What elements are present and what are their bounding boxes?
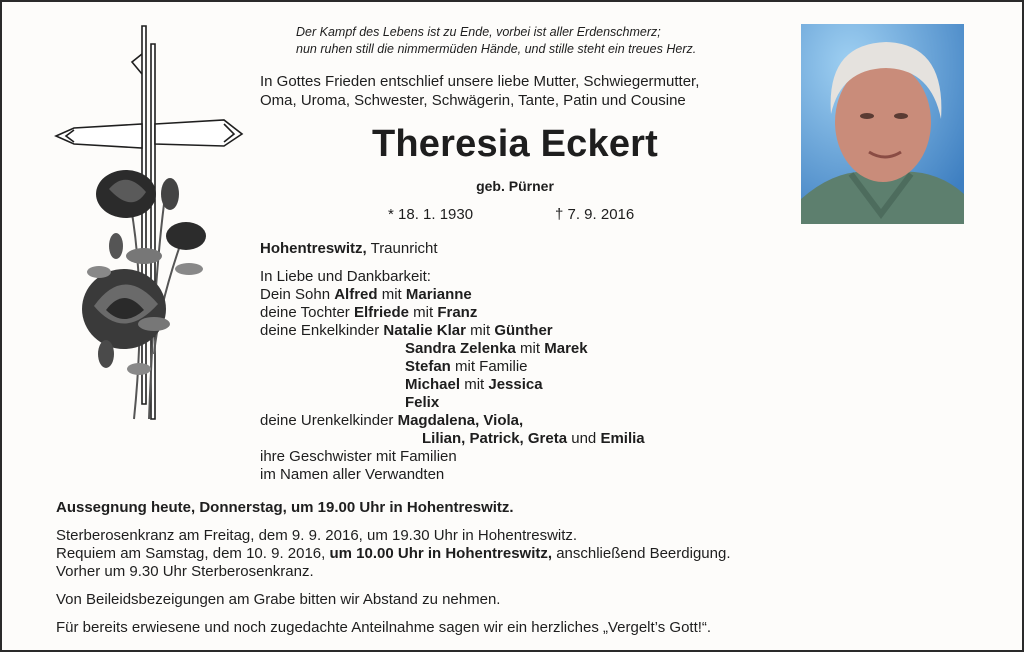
rosary-notice: Sterberosenkranz am Freitag, dem 9. 9. 2016, um 19.30 Uhr in Hohentreswitz. (56, 527, 578, 544)
family-great-grandchildren-1: deine Urenkelkinder Magdalena, Viola, (260, 412, 524, 429)
quote-line-2: nun ruhen still die nimmermüden Hände, und stille steht ein treues Herz. (296, 42, 697, 56)
family-relatives: im Namen aller Verwandten (260, 466, 445, 483)
requiem-notice: Requiem am Samstag, dem 10. 9. 2016, um 10.00 Uhr in Hohentreswitz, anschließend Beerdigung. (56, 545, 731, 562)
family-grandchild-2: Sandra Zelenka mit Marek (405, 340, 588, 357)
family-grandchild-3: Stefan mit Familie (405, 358, 528, 375)
cross-icon (56, 26, 242, 419)
condolences-notice: Von Beileidsbezeigungen am Grabe bitten wir Abstand zu nehmen. (56, 591, 501, 608)
family-grandchild-4: Michael mit Jessica (405, 376, 543, 393)
deceased-name: Theresia Eckert (371, 123, 659, 165)
residence-town: Hohentreswitz, (260, 240, 367, 257)
cross-and-roses-illustration (54, 24, 246, 424)
portrait-photo (801, 24, 964, 224)
thanks-notice: Für bereits erwiesene und noch zugedachte Anteilnahme sagen wir ein herzliches „Vergelt’s Gott!“. (56, 619, 712, 636)
residence-rest: Traunricht (366, 240, 438, 257)
intro-line-1: In Gottes Frieden entschlief unsere liebe Mutter, Schwiegermutter, (260, 73, 700, 90)
family-great-grandchildren-2: Lilian, Patrick, Greta und Emilia (422, 430, 645, 447)
family-daughter: deine Tochter Elfriede mit Franz (260, 304, 478, 321)
intro-text (260, 72, 790, 110)
birth-date: * 18. 1. 1930 (388, 206, 474, 223)
quote-line-1: Der Kampf des Lebens ist zu Ende, vorbei ist aller Erdenschmerz; (296, 25, 661, 39)
before-notice: Vorher um 9.30 Uhr Sterberosenkranz. (56, 563, 314, 580)
maiden-name: geb. Pürner (476, 178, 554, 194)
family-list (260, 268, 780, 484)
blessing-notice: Aussegnung heute, Donnerstag, um 19.00 Uhr in Hohentreswitz. (56, 499, 514, 516)
residence (260, 240, 438, 258)
death-date: † 7. 9. 2016 (555, 206, 635, 223)
family-opening: In Liebe und Dankbarkeit: (260, 268, 431, 285)
family-grandchild-5: Felix (405, 394, 440, 411)
memorial-quote (296, 24, 786, 58)
intro-line-2: Oma, Uroma, Schwester, Schwägerin, Tante, Patin und Cousine (260, 92, 686, 109)
notices (56, 499, 996, 637)
family-siblings: ihre Geschwister mit Familien (260, 448, 457, 465)
family-grandchild-1: deine Enkelkinder Natalie Klar mit Günther (260, 322, 553, 339)
family-son: Dein Sohn Alfred mit Marianne (260, 286, 472, 303)
